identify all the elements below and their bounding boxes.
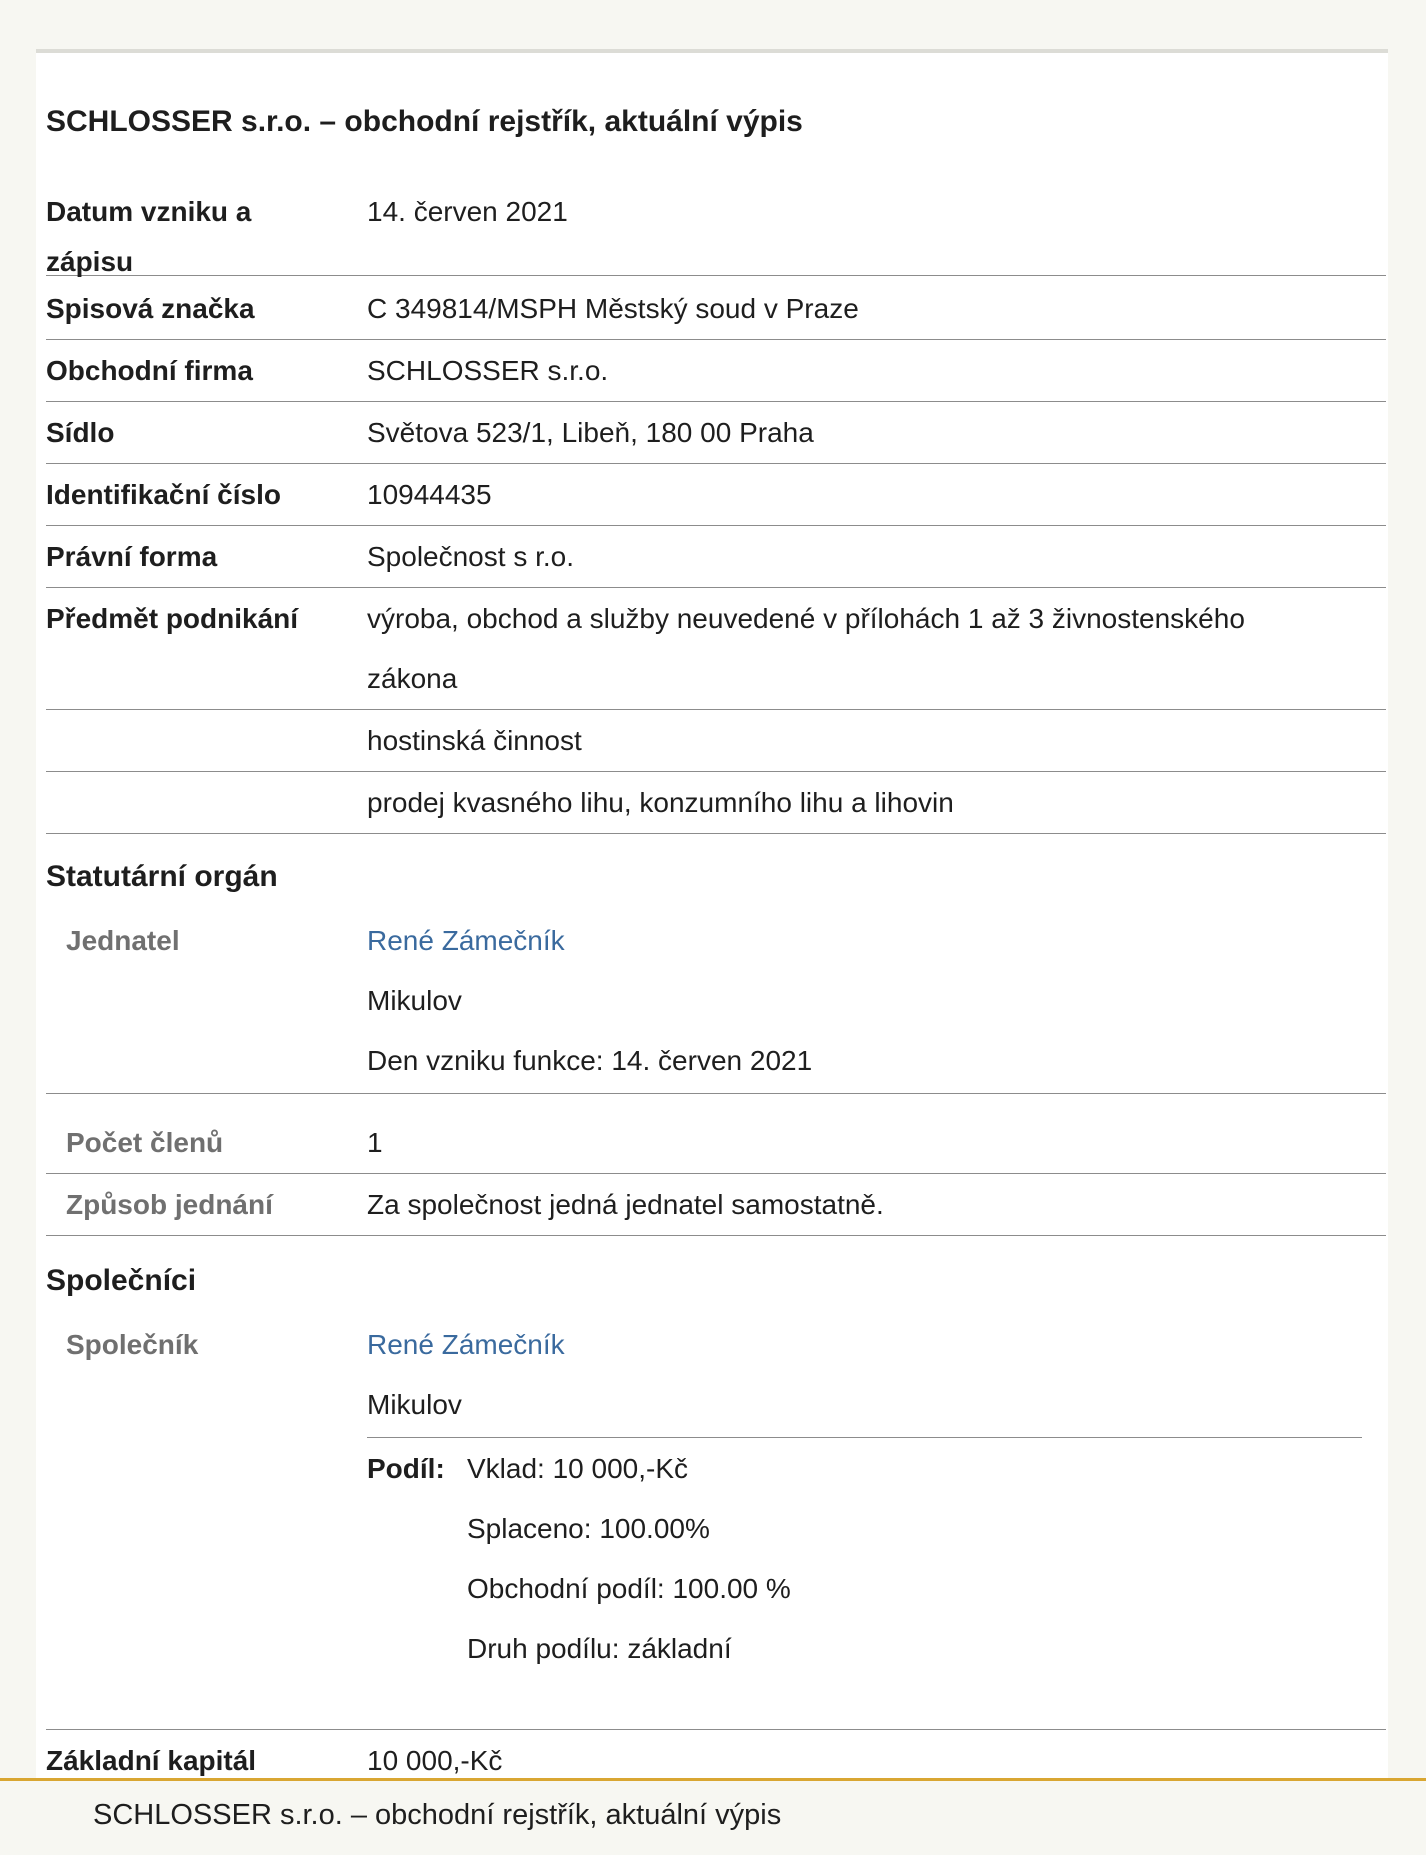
person-link[interactable]: René Zámečník bbox=[367, 925, 565, 956]
podil-vklad: Vklad: 10 000,-Kč bbox=[467, 1453, 689, 1484]
row-spisova-znacka bbox=[46, 279, 1386, 340]
row-value: prodej kvasného lihu, konzumního lihu a lihovin bbox=[367, 787, 954, 818]
row-value: výroba, obchod a služby neuvedené v přílohách 1 až 3 živnostenského zákona bbox=[367, 603, 1245, 694]
row-label: Počet členů bbox=[66, 1127, 224, 1158]
person-city: Mikulov bbox=[367, 985, 462, 1016]
divider bbox=[367, 1437, 1362, 1438]
row-ico bbox=[46, 465, 1386, 526]
podil-splaceno: Splaceno: 100.00% bbox=[467, 1513, 710, 1544]
section-heading-statutarni: Statutární orgán bbox=[46, 860, 278, 893]
row-label: Identifikační číslo bbox=[46, 479, 281, 510]
row-label: Způsob jednání bbox=[66, 1189, 273, 1220]
podil-druh: Druh podílu: základní bbox=[467, 1633, 732, 1664]
row-label: Sídlo bbox=[46, 417, 115, 448]
row-value: 10 000,-Kč bbox=[367, 1745, 503, 1776]
podil-obchodni: Obchodní podíl: 100.00 % bbox=[467, 1573, 791, 1604]
row-label: Obchodní firma bbox=[46, 355, 253, 386]
row-value: 1 bbox=[367, 1127, 383, 1158]
row-pocet-clenu bbox=[46, 1113, 1386, 1174]
footer-title: SCHLOSSER s.r.o. – obchodní rejstřík, aktuální výpis bbox=[93, 1799, 782, 1831]
row-obchodni-firma bbox=[46, 341, 1386, 402]
podil-label: Podíl: bbox=[367, 1453, 445, 1484]
row-value: SCHLOSSER s.r.o. bbox=[367, 355, 609, 386]
row-zpusob-jednani bbox=[46, 1175, 1386, 1236]
row-predmet-podnikani bbox=[46, 589, 1386, 710]
row-label: Spisová značka bbox=[46, 293, 255, 324]
row-pravni-forma bbox=[46, 527, 1386, 588]
row-label: Společník bbox=[66, 1329, 199, 1360]
row-label: Předmět podnikání bbox=[46, 603, 299, 634]
row-value: 14. červen 2021 bbox=[367, 196, 568, 227]
row-predmet-item bbox=[46, 711, 1386, 772]
row-sidlo bbox=[46, 403, 1386, 464]
row-label: Jednatel bbox=[66, 925, 180, 956]
person-city: Mikulov bbox=[367, 1389, 462, 1420]
row-value: hostinská činnost bbox=[367, 725, 582, 756]
row-jednatel bbox=[46, 911, 1386, 1094]
row-label: Základní kapitál bbox=[46, 1745, 257, 1776]
person-link[interactable]: René Zámečník bbox=[367, 1329, 565, 1360]
row-label: Právní forma bbox=[46, 541, 218, 572]
row-predmet-item bbox=[46, 773, 1386, 834]
row-value: Světova 523/1, Libeň, 180 00 Praha bbox=[367, 417, 814, 448]
section-heading-spolecnici: Společníci bbox=[46, 1264, 197, 1297]
row-datum-vzniku bbox=[46, 187, 1386, 276]
row-value: 10944435 bbox=[367, 479, 492, 510]
row-value: Společnost s r.o. bbox=[367, 541, 575, 572]
row-value: C 349814/MSPH Městský soud v Praze bbox=[367, 293, 859, 324]
footer-bar bbox=[0, 1778, 1426, 1855]
page-title: SCHLOSSER s.r.o. – obchodní rejstřík, aktuální výpis bbox=[46, 105, 803, 138]
register-card bbox=[36, 49, 1388, 1781]
row-label: Datum vzniku a zápisu bbox=[46, 196, 252, 277]
function-since: Den vzniku funkce: 14. červen 2021 bbox=[367, 1045, 813, 1076]
row-value: Za společnost jedná jednatel samostatně. bbox=[367, 1189, 884, 1220]
row-spolecnik bbox=[46, 1315, 1386, 1730]
